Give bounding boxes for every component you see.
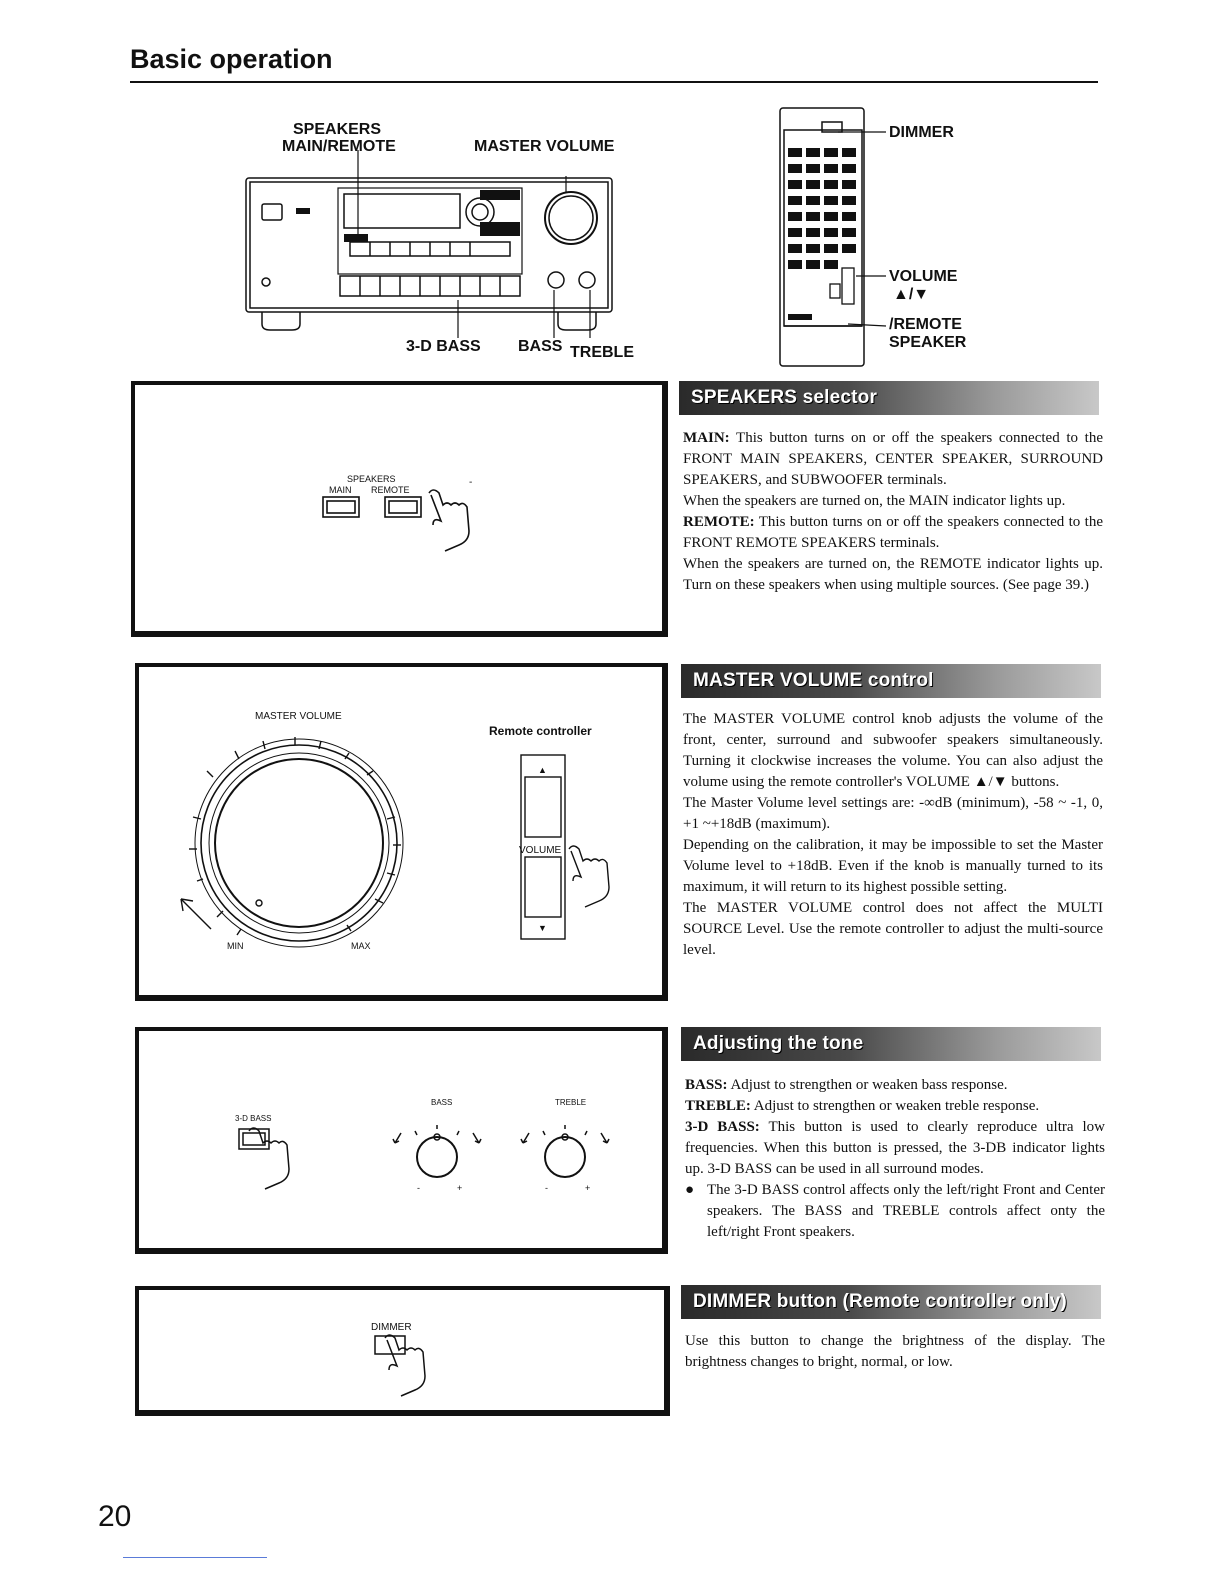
dimmer-button-drawing — [359, 1310, 479, 1400]
dimmer-box-label: DIMMER — [371, 1322, 412, 1333]
bass-knob — [417, 1137, 457, 1177]
treble-knob — [545, 1137, 585, 1177]
treble-minus: - — [545, 1183, 548, 1193]
label-main-remote: MAIN/REMOTE — [282, 138, 396, 155]
speakers-section-heading: SPEAKERS selector — [679, 381, 1099, 415]
main-button-shape — [323, 497, 359, 517]
master-volume-section-heading: MASTER VOLUME control — [681, 664, 1101, 698]
speakers-illustration-box — [131, 381, 668, 637]
tone-controls-drawing — [139, 1031, 662, 1248]
speakers-remote-label: REMOTE — [371, 485, 410, 495]
label-treble: TREBLE — [570, 344, 634, 361]
label-volume: VOLUME — [889, 268, 958, 285]
min-label: MIN — [227, 941, 244, 951]
3d-bass-box-label: 3-D BASS — [235, 1114, 272, 1123]
master-volume-drawing — [139, 667, 662, 995]
max-label: MAX — [351, 941, 371, 951]
treble-plus: + — [585, 1183, 591, 1193]
page-number: 20 — [98, 1500, 132, 1533]
receiver-illustration — [240, 150, 620, 350]
speakers-section-text: MAIN: This button turns on or off the speakers connected to the FRONT MAIN SPEAKERS, CENTER SPEAKER, SURROUND SPEAKERS, and SUBWOOFER terminals. When the speakers are turned on, the MAIN indicator lights up. REMOTE: This button turns on or off the speakers connected to the FRONT REMOTE SPEAKERS terminals. When the speakers are turned on, the REMOTE indicator lights up. Turn on these speakers when using multiple sources. (See page 39.) — [683, 430, 1103, 593]
label-3d-bass: 3-D BASS — [406, 338, 481, 355]
remote-button-grid — [788, 148, 856, 320]
counterclockwise-arrow — [181, 899, 211, 929]
master-volume-box-label: MASTER VOLUME — [255, 711, 342, 722]
tone-bullet-item: ● The 3-D BASS control affects only the left/right Front and Center speakers. The BASS and TREBLE controls affect onty the left/right Front speakers. — [685, 1182, 1105, 1240]
label-master-volume: MASTER VOLUME — [474, 138, 615, 155]
volume-knob — [215, 759, 383, 927]
footer-rule — [123, 1557, 267, 1558]
speakers-box-label: SPEAKERS — [347, 474, 396, 484]
label-remote: /REMOTE — [889, 316, 962, 333]
dimmer-illustration-box — [135, 1286, 670, 1416]
tone-illustration-box — [135, 1027, 668, 1254]
remote-controller-label: Remote controller — [489, 724, 592, 738]
label-volume-arrows: ▲/▼ — [893, 286, 930, 303]
remote-button-shape — [385, 497, 421, 517]
tone-section-heading: Adjusting the tone — [681, 1027, 1101, 1061]
master-volume-illustration-box — [135, 663, 668, 1001]
svg-text:-: - — [469, 477, 473, 488]
title-rule — [130, 81, 1098, 83]
tone-section-text: BASS: Adjust to strengthen or weaken bass response. TREBLE: Adjust to strengthen or weaken treble response. 3-D BASS: This button is used to clearly reproduce ultra low frequencies. When this button is pressed, the 3-DB indicator lights up. 3-D BASS can be used in all surround modes. ● The 3-D BASS control affects only the left/right Front and Center speakers. The BASS and TREBLE controls affect onty the left/right Front speakers. — [685, 1075, 1105, 1243]
master-volume-section-text: The MASTER VOLUME control knob adjusts the volume of the front, center, surround and subwoofer speakers simultaneously. Turning it clockwise increases the volume. You can also adjust the volume using the remote controller's VOLUME ▲/▼ buttons. The Master Volume level settings are: -∞dB (minimum), -58 ~ -1, 0, +1 ~+18dB (maximum). Depending on the calibration, it may be impossible to set the Master Volume level to +18dB. Even if the knob is manually turned to its maximum, it will return to its highest possible setting. The MASTER VOLUME control does not affect the MULTI SOURCE Level. Use the remote controller to adjust the multi-source level. — [683, 711, 1103, 958]
treble-box-label: TREBLE — [555, 1098, 587, 1107]
rocker-down-arrow: ▼ — [538, 923, 547, 933]
label-bass: BASS — [518, 338, 563, 355]
label-speaker: SPEAKER — [889, 334, 967, 351]
label-speakers: SPEAKERS — [293, 121, 382, 138]
rocker-up-arrow: ▲ — [538, 765, 547, 775]
dimmer-section-text: Use this button to change the brightness of the display. The brightness changes to bright, normal, or low. — [685, 1333, 1105, 1370]
speakers-buttons-drawing — [311, 471, 511, 571]
rocker-volume-label: VOLUME — [519, 845, 562, 856]
bass-plus: + — [457, 1183, 463, 1193]
label-dimmer: DIMMER — [889, 124, 954, 141]
page-title: Basic operation — [130, 44, 333, 74]
bass-minus: - — [417, 1183, 420, 1193]
remote-controller-illustration — [776, 104, 896, 372]
dimmer-button-shape — [375, 1336, 405, 1354]
bass-box-label: BASS — [431, 1098, 453, 1107]
dimmer-section-heading: DIMMER button (Remote controller only) — [681, 1285, 1101, 1319]
speakers-main-label: MAIN — [329, 485, 352, 495]
